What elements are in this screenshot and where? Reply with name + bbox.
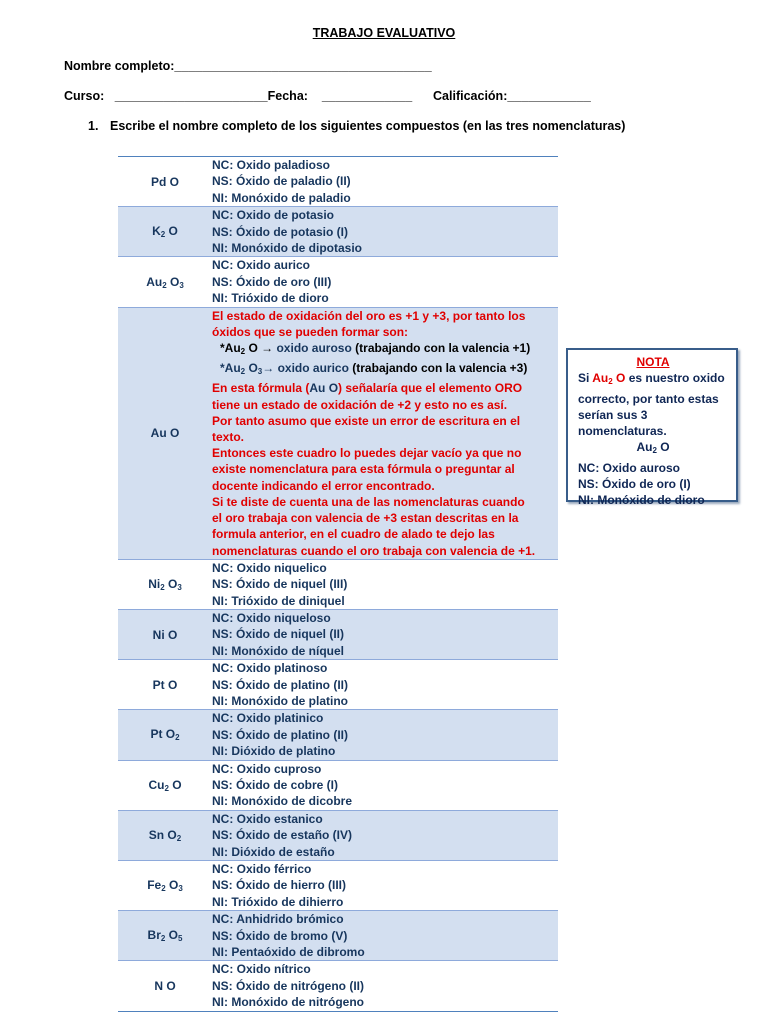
note-line: Si $Au_2$ O es nuestro oxido	[578, 371, 725, 387]
course-date-grade-line: Curso: ______________________Fecha: _____________ Calificación:____________	[64, 89, 591, 103]
nomenclature-ns: NS: Óxido de potasio (I)	[212, 224, 349, 239]
nomenclature-ns: NS: Óxido de platino (II)	[212, 677, 348, 692]
explanation-line: Por tanto asumo que existe un error de escritura en el	[212, 413, 521, 428]
formula-cell: Au O	[118, 307, 212, 559]
nomenclature-ni: NI: Pentaóxido de dibromo	[212, 945, 365, 960]
explanation-line: existe nomenclatura para esta fórmula o preguntar al	[212, 462, 515, 477]
au-o-explanation-cell	[212, 307, 558, 559]
nomenclature-ns: NS: Óxido de niquel (III)	[212, 577, 348, 592]
nomenclature-ns: NS: Óxido de platino (II)	[212, 727, 348, 742]
nomenclature-ns: NS: Óxido de cobre (I)	[212, 777, 339, 792]
note-line: correcto, por tanto estas	[578, 391, 719, 406]
explanation-line: nomenclaturas cuando el oro trabaja con valencia de +1.	[212, 543, 536, 558]
compound-row	[118, 660, 558, 710]
nomenclature-cell	[212, 810, 558, 860]
formula-cell: Sn $O_2$	[118, 810, 212, 860]
compound-row	[118, 257, 558, 307]
nomenclature-cell	[212, 257, 558, 307]
explanation-line: texto.	[212, 430, 245, 445]
formula-cell: $Au_2$ $O_3$	[118, 257, 212, 307]
compound-row	[118, 810, 558, 860]
formula-cell: $Fe_2$ $O_3$	[118, 861, 212, 911]
nomenclature-ni: NI: Dióxido de platino	[212, 744, 336, 759]
compound-row	[118, 307, 558, 559]
nomenclature-cell	[212, 710, 558, 760]
nomenclature-nc: NC: Oxido platinico	[212, 711, 324, 726]
formula-cell: $Cu_2$ O	[118, 760, 212, 810]
note-box	[566, 348, 738, 508]
nomenclature-nc: NC: Oxido nítrico	[212, 962, 311, 977]
nomenclature-ns: NS: Óxido de niquel (II)	[212, 627, 344, 642]
explanation-line: En esta fórmula (Au O) señalaría que el elemento ORO	[212, 381, 523, 396]
note-heading: NOTA	[636, 355, 670, 369]
formula-cell: N O	[154, 979, 176, 994]
nomenclature-ni: NI: Trióxido de dihierro	[212, 894, 344, 909]
compound-row	[118, 961, 558, 1011]
compound-row	[118, 911, 558, 961]
nomenclature-nc: NC: Oxido de potasio	[212, 208, 335, 223]
nomenclature-cell	[212, 609, 558, 659]
compound-row	[118, 609, 558, 659]
nomenclature-cell	[212, 157, 558, 207]
explanation-line: Si te diste de cuenta una de las nomenclaturas cuando	[212, 494, 525, 509]
nomenclature-cell	[212, 207, 558, 257]
formula-cell: $Br_2$ $O_5$	[118, 911, 212, 961]
document-title: TRABAJO EVALUATIVO	[312, 26, 456, 40]
nomenclature-cell	[212, 660, 558, 710]
explanation-line: formula anterior, en el cuadro de alado te dejo las	[212, 527, 495, 542]
nomenclature-ns: NS: Óxido de nitrógeno (II)	[212, 978, 364, 993]
explanation-line: el oro trabaja con valencia de +3 estan descritas en la	[212, 511, 519, 526]
formula-cell: Pt $O_2$	[118, 710, 212, 760]
compound-row	[118, 710, 558, 760]
note-line: serían sus 3	[578, 407, 648, 422]
formula-cell: Pt O	[118, 660, 212, 710]
nomenclature-ns: NS: Óxido de oro (III)	[212, 274, 332, 289]
explanation-line: tiene un estado de oxidación de +2 y esto no es así.	[212, 397, 508, 412]
compound-row	[118, 559, 558, 609]
nomenclature-nc: NC: Oxido estanico	[212, 811, 323, 826]
nomenclature-ni: NI: Monóxido de platino	[212, 693, 348, 708]
nomenclature-ni: NI: Monóxido de níquel	[212, 643, 344, 658]
nomenclature-nc: NC: Anhidrido brómico	[212, 912, 344, 927]
nomenclature-nc: NC: Oxido niquelico	[212, 560, 327, 575]
explanation-line: $*Au_2$ $O_3\to$ oxido aurico (trabajando con la valencia +3)	[220, 361, 528, 377]
nomenclature-cell	[212, 760, 558, 810]
note-nc: NC: Oxido auroso	[578, 460, 681, 475]
explanation-line: El estado de oxidación del oro es +1 y +3, por tanto los	[212, 308, 526, 323]
nomenclature-nc: NC: Oxido platinoso	[212, 661, 328, 676]
nomenclature-ni: NI: Monóxido de nitrógeno	[212, 995, 364, 1010]
question-number: 1.	[88, 119, 99, 133]
compound-row	[118, 157, 558, 207]
nomenclature-cell	[212, 911, 558, 961]
note-ni: NI: Monóxido de dioro	[578, 493, 705, 508]
note-ns: NS: Óxido de oro (I)	[578, 477, 691, 492]
formula-cell: Pd O	[118, 157, 212, 207]
nomenclature-ns: NS: Óxido de estaño (IV)	[212, 828, 353, 843]
nomenclature-ni: NI: Monóxido de dipotasio	[212, 241, 362, 256]
formula-cell: Ni O	[118, 609, 212, 659]
question-1	[88, 119, 625, 133]
nomenclature-ns: NS: Óxido de hierro (III)	[212, 878, 347, 893]
nomenclature-nc: NC: Oxido férrico	[212, 862, 312, 877]
nomenclature-nc: NC: Oxido aurico	[212, 258, 311, 273]
formula-cell: $K_2$ O	[118, 207, 212, 257]
nomenclature-nc: NC: Oxido cuproso	[212, 761, 322, 776]
nomenclature-ns: NS: Óxido de paladio (II)	[212, 174, 351, 189]
explanation-line: Entonces este cuadro lo puedes dejar vacío ya que no	[212, 446, 522, 461]
explanation-line: docente indicando el error encontrado.	[212, 478, 435, 493]
nomenclature-cell	[212, 961, 558, 1011]
nomenclature-nc: NC: Oxido niqueloso	[212, 610, 331, 625]
nomenclature-ni: NI: Monóxido de paladio	[212, 190, 351, 205]
nomenclature-ni: NI: Trióxido de dioro	[212, 291, 329, 306]
nomenclature-ns: NS: Óxido de bromo (V)	[212, 928, 348, 943]
compound-row	[118, 861, 558, 911]
compounds-table	[118, 156, 558, 1012]
compound-row	[118, 760, 558, 810]
explanation-line: $*Au_2$ O → oxido auroso (trabajando con la valencia +1)	[220, 341, 531, 357]
nomenclature-ni: NI: Dióxido de estaño	[212, 844, 335, 859]
nomenclature-cell	[212, 861, 558, 911]
nomenclature-ni: NI: Monóxido de dicobre	[212, 794, 352, 809]
formula-cell: $Ni_2$ $O_3$	[118, 559, 212, 609]
nomenclature-cell	[212, 559, 558, 609]
question-text: Escribe el nombre completo de los siguientes compuestos (en las tres nomenclaturas)	[110, 119, 626, 133]
explanation-line: óxidos que se pueden formar son:	[212, 324, 409, 339]
compound-row	[118, 207, 558, 257]
note-line: nomenclaturas.	[578, 424, 667, 439]
name-line: Nombre completo:_____________________________________	[64, 59, 432, 73]
note-formula: $Au_2$ O	[636, 440, 670, 456]
nomenclature-nc: NC: Oxido paladioso	[212, 158, 331, 172]
nomenclature-ni: NI: Trióxido de diniquel	[212, 593, 345, 608]
